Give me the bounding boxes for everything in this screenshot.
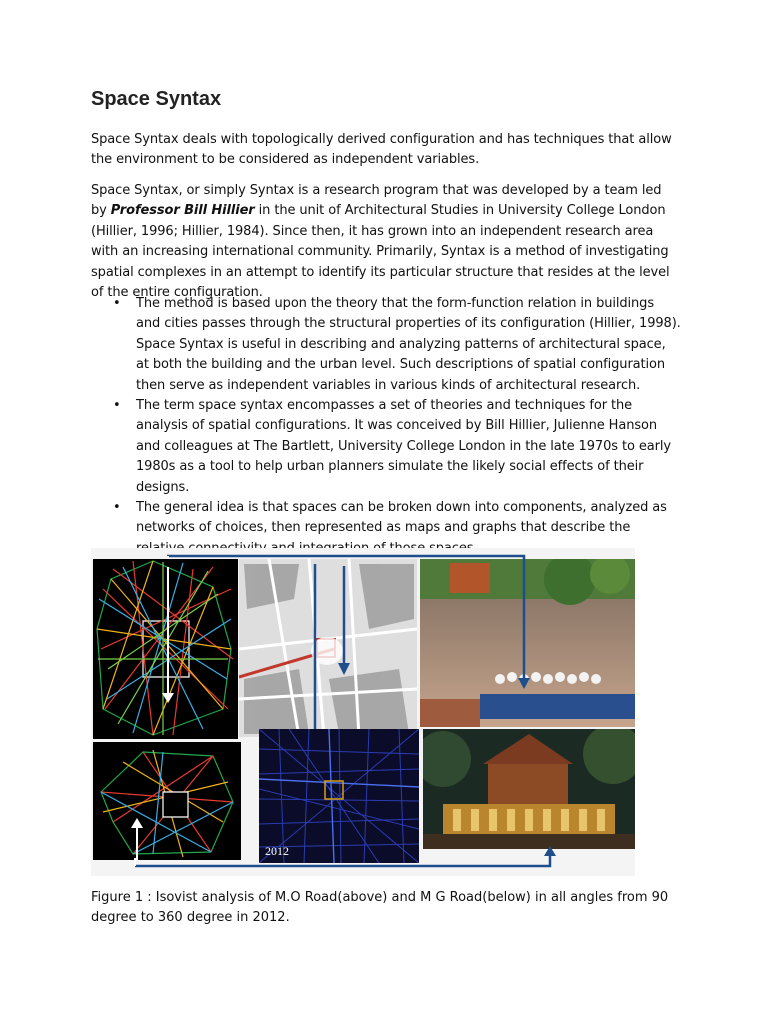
list-item <box>91 294 681 396</box>
syntax-paragraph <box>91 181 681 303</box>
bullet-icon: • <box>113 398 121 414</box>
list-item <box>91 396 681 498</box>
bullet-icon: • <box>113 500 121 516</box>
connector-arrows <box>91 548 635 876</box>
intro-paragraph: Space Syntax deals with topologically derived configuration and has techniques that allow the environment to be considered as independent variables. <box>91 132 672 168</box>
bullet-list <box>91 294 681 559</box>
syntax-paragraph-text-cont: in the unit of Architectural Studies in University College London (Hillier, 1996; Hillier, 1984). Since then, it has grown into an independent research area with an increasing international community. Primarily, Syntax is a method of investigating spatial complexes in an attempt to identify its particular structure that resides at the level of the entire configuration. <box>91 203 670 301</box>
syntax-paragraph-text: Space Syntax, or simply Syntax is a research program that was developed by a team led by <box>91 183 662 219</box>
page-title: Space Syntax <box>91 88 222 110</box>
figure-collage <box>91 548 635 876</box>
list-item-text: The general idea is that spaces can be broken down into components, analyzed as networks of choices, then represented as maps and graphs that describe the <box>136 500 667 536</box>
bullet-icon: • <box>113 296 121 311</box>
list-item-text: The method is based upon the theory that the form-function relation in buildings and cities passes through the structural properties of its configuration (Hillier, 1998). Space Syntax is useful in describing and analyzing patterns of architectural space, at both the building and the urban level. Such descriptions of spatial configuration then serve as independent variables in various kinds of architectural research. <box>136 296 681 393</box>
figure-caption: Figure 1 : Isovist analysis of M.O Road(above) and M G Road(below) in all angles from 90 degree to 360 degree in 2012. <box>91 890 669 926</box>
professor-name: Professor Bill Hillier <box>110 203 255 219</box>
year-label: 2012 <box>265 844 289 858</box>
list-item-text: The term space syntax encompasses a set of theories and techniques for the analysis of spatial configurations. It was conceived by Bill Hillier, Julienne Hanson and colleagues at The Bartlett, University College London in the late 1970s to early 1980s as a tool to help urban planners simulate the likely social effects of their designs. <box>136 398 671 495</box>
